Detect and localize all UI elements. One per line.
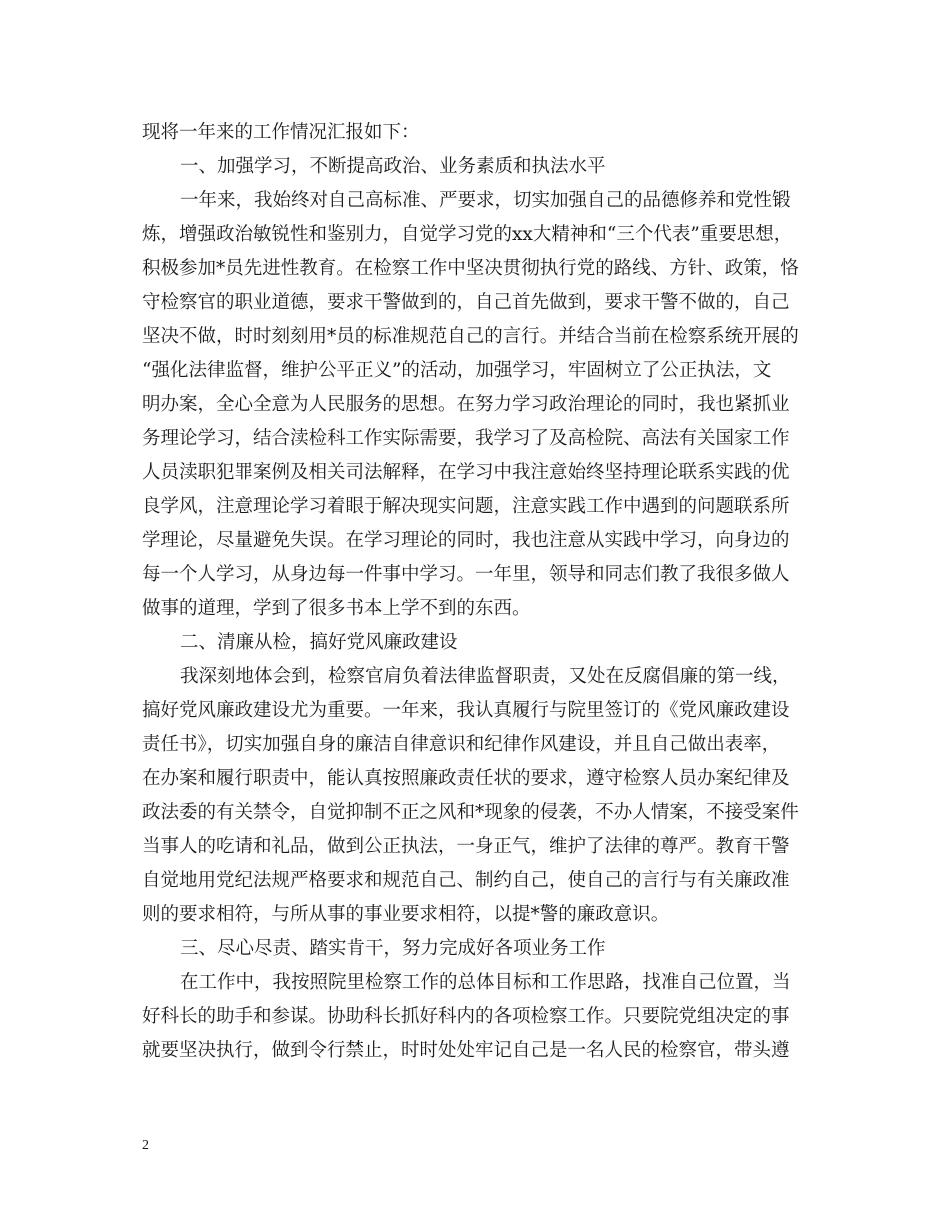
text-line: 一、加强学习，不断提高政治、业务素质和执法水平 (180, 156, 606, 177)
text-line: 搞好党风廉政建设尤为重要。一年来，我认真履行与院里签订的《党风廉政建设 (142, 700, 790, 721)
text-line: 炼，增强政治敏锐性和鉴别力，自觉学习党的xx大精神和“三个代表”重要思想， (142, 224, 793, 245)
text-line: “强化法律监督，维护公平正义”的活动，加强学习，牢固树立了公正执法，文 (142, 360, 772, 381)
text-line: 守检察官的职业道德，要求干警做到的，自己首先做到，要求干警不做的，自己 (142, 292, 790, 313)
text-line: 良学风，注意理论学习着眼于解决现实问题，注意实践工作中遇到的问题联系所 (142, 496, 790, 517)
text-line: 每一个人学习，从身边每一件事中学习。一年里，领导和同志们教了我很多做人 (142, 564, 790, 585)
page-number: 2 (142, 1138, 149, 1153)
text-line: 积极参加*员先进性教育。在检察工作中坚决贯彻执行党的路线、方针、政策，恪 (142, 258, 799, 279)
text-line: 学理论，尽量避免失误。在学习理论的同时，我也注意从实践中学习，向身边的 (142, 530, 790, 551)
text-line: 当事人的吃请和礼品，做到公正执法，一身正气，维护了法律的尊严。教育干警 (142, 836, 790, 857)
text-line: 自觉地用党纪法规严格要求和规范自己、制约自己，使自己的言行与有关廉政准 (142, 870, 790, 891)
text-line: 在办案和履行职责中，能认真按照廉政责任状的要求，遵守检察人员办案纪律及 (142, 768, 790, 789)
text-line: 好科长的助手和参谋。协助科长抓好科内的各项检察工作。只要院党组决定的事 (142, 1006, 790, 1027)
text-line: 就要坚决执行，做到令行禁止，时时处处牢记自己是一名人民的检察官，带头遵 (142, 1040, 790, 1061)
text-line: 二、清廉从检，搞好党风廉政建设 (180, 632, 458, 653)
text-line: 做事的道理，学到了很多书本上学不到的东西。 (142, 598, 531, 619)
text-line: 在工作中，我按照院里检察工作的总体目标和工作思路，找准自己位置，当 (180, 972, 791, 993)
text-line: 责任书》，切实加强自身的廉洁自律意识和纪律作风建设，并且自己做出表率， (142, 734, 781, 755)
document-body (142, 116, 822, 1068)
text-line: 我深刻地体会到，检察官肩负着法律监督职责，又处在反腐倡廉的第一线， (180, 666, 791, 687)
text-line: 人员渎职犯罪案例及相关司法解释，在学习中我注意始终坚持理论联系实践的优 (142, 462, 790, 483)
text-line: 则的要求相符，与所从事的事业要求相符，以提*警的廉政意识。 (142, 904, 670, 925)
text-line: 三、尽心尽责、踏实肯干，努力完成好各项业务工作 (180, 938, 606, 959)
text-line: 坚决不做，时时刻刻用*员的标准规范自己的言行。并结合当前在检察系统开展的 (142, 326, 799, 347)
text-line: 政法委的有关禁令，自觉抑制不正之风和*现象的侵袭，不办人情案，不接受案件 (142, 802, 799, 823)
text-line: 一年来，我始终对自己高标准、严要求，切实加强自己的品德修养和党性锻 (180, 190, 791, 211)
text-line: 现将一年来的工作情况汇报如下： (142, 122, 420, 143)
text-line: 务理论学习，结合渎检科工作实际需要，我学习了及高检院、高法有关国家工作 (142, 428, 790, 449)
text-line: 明办案，全心全意为人民服务的思想。在努力学习政治理论的同时，我也紧抓业 (142, 394, 790, 415)
